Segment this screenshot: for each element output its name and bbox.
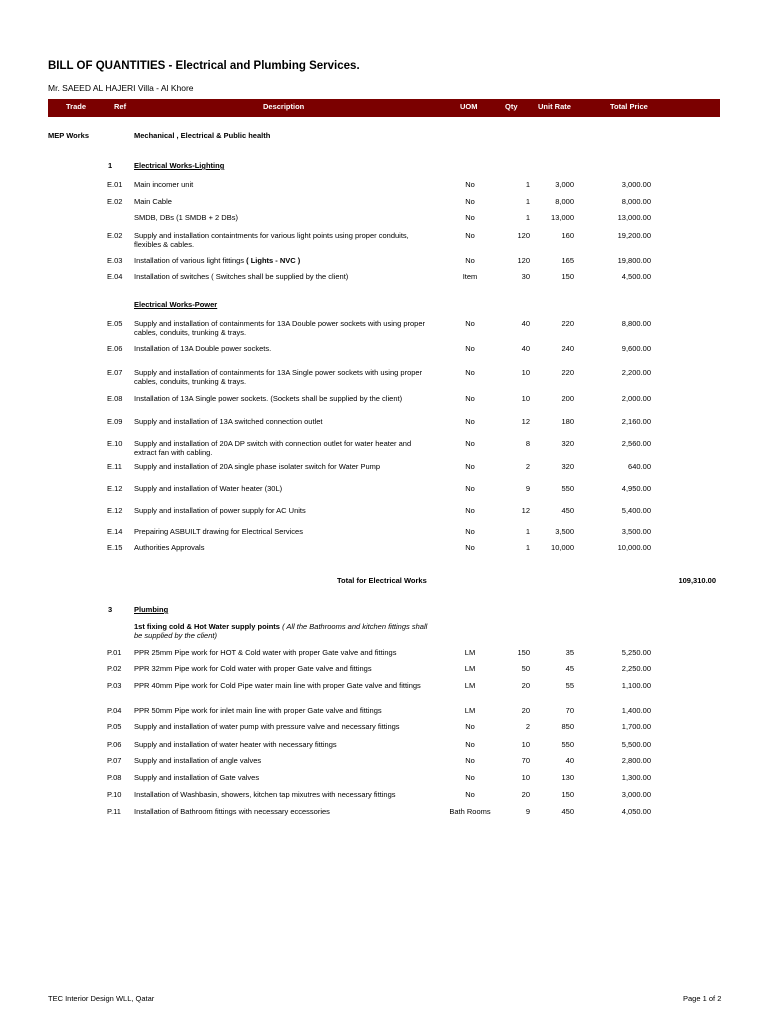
- row-ref: P.07: [107, 756, 122, 765]
- row-qty: 1: [525, 543, 530, 552]
- row-ref: E.02: [107, 197, 123, 206]
- row-unit-rate: 850: [561, 722, 574, 731]
- row-unit-rate: 220: [561, 319, 574, 328]
- row-ref: E.14: [107, 527, 123, 536]
- row-unit-rate: 320: [561, 462, 574, 471]
- row-uom: No: [465, 740, 475, 749]
- row-unit-rate: 3,000: [555, 180, 574, 189]
- row-uom: No: [465, 197, 475, 206]
- table-header: [48, 99, 720, 117]
- row-total-price: 1,400.00: [621, 706, 651, 715]
- row-uom: No: [465, 543, 475, 552]
- row-total-price: 5,400.00: [621, 506, 651, 515]
- row-total-price: 13,000.00: [617, 213, 651, 222]
- row-unit-rate: 550: [561, 740, 574, 749]
- row-ref: E.12: [107, 506, 123, 515]
- row-qty: 30: [521, 272, 530, 281]
- row-uom: No: [465, 256, 475, 265]
- row-unit-rate: 13,000: [551, 213, 574, 222]
- row-description: Supply and installation of containments for 13A Single power sockets with using proper cables, conduits, trunking & trays.: [134, 368, 423, 386]
- row-uom: No: [465, 344, 475, 353]
- row-total-price: 1,100.00: [621, 681, 651, 690]
- row-description: PPR 50mm Pipe work for inlet main line with proper Gate valve and fittings: [134, 706, 382, 715]
- row-uom: Item: [462, 272, 478, 281]
- row-total-price: 4,500.00: [621, 272, 651, 281]
- subtitle-bold: 1st fixing cold & Hot Water supply points: [134, 622, 280, 631]
- row-unit-rate: 35: [565, 648, 574, 657]
- row-total-price: 8,800.00: [621, 319, 651, 328]
- row-description: Supply and installation containtments for various light points using proper conduits, flexibles & cables.: [134, 231, 409, 249]
- row-total-price: 5,250.00: [621, 648, 651, 657]
- description-emphasis: ( Lights - NVC ): [244, 256, 301, 265]
- row-qty: 10: [521, 740, 530, 749]
- row-uom: No: [465, 417, 475, 426]
- section-title: Plumbing: [134, 605, 169, 614]
- row-qty: 20: [521, 790, 530, 799]
- row-ref: E.02: [107, 231, 123, 240]
- row-total-price: 5,500.00: [621, 740, 651, 749]
- row-unit-rate: 160: [561, 231, 574, 240]
- row-qty: 40: [521, 344, 530, 353]
- row-description: Installation of 13A Double power sockets.: [134, 344, 272, 353]
- row-ref: E.04: [107, 272, 123, 281]
- row-total-price: 3,000.00: [621, 180, 651, 189]
- row-ref: E.05: [107, 319, 123, 328]
- row-description: Prepairing ASBUILT drawing for Electrical Services: [134, 527, 303, 536]
- row-total-price: 2,200.00: [621, 368, 651, 377]
- row-total-price: 2,000.00: [621, 394, 651, 403]
- row-total-price: 640.00: [628, 462, 651, 471]
- section-number: 3: [108, 605, 113, 614]
- header-uom: UOM: [460, 102, 478, 111]
- row-uom: Bath Rooms: [449, 807, 491, 816]
- row-ref: P.03: [107, 681, 122, 690]
- row-ref: E.12: [107, 484, 123, 493]
- row-qty: 2: [525, 462, 530, 471]
- row-unit-rate: 200: [561, 394, 574, 403]
- row-qty: 120: [517, 231, 530, 240]
- row-unit-rate: 55: [565, 681, 574, 690]
- row-ref: P.02: [107, 664, 122, 673]
- client-name: Mr. SAEED AL HAJERI Villa - Al Khore: [48, 83, 194, 93]
- row-qty: 1: [525, 213, 530, 222]
- row-ref: P.06: [107, 740, 122, 749]
- row-unit-rate: 150: [561, 272, 574, 281]
- subtitle-note: ( All the Bathrooms and kitchen fittings shall be supplied by the client): [134, 622, 428, 640]
- row-description: Supply and installation of power supply for AC Units: [134, 506, 306, 515]
- row-uom: No: [465, 180, 475, 189]
- section-subtitle: [134, 622, 434, 640]
- row-qty: 20: [521, 681, 530, 690]
- row-description: [134, 256, 430, 265]
- row-total-price: 2,160.00: [621, 417, 651, 426]
- row-description: Supply and installation of 20A single phase isolater switch for Water Pump: [134, 462, 381, 471]
- row-ref: P.01: [107, 648, 122, 657]
- row-description: Installation of switches ( Switches shall be supplied by the client): [134, 272, 349, 281]
- row-uom: No: [465, 484, 475, 493]
- row-ref: E.07: [107, 368, 123, 377]
- total-label: Total for Electrical Works: [337, 576, 427, 585]
- row-unit-rate: 450: [561, 807, 574, 816]
- total-value: 109,310.00: [678, 576, 716, 585]
- row-unit-rate: 3,500: [555, 527, 574, 536]
- row-unit-rate: 40: [565, 756, 574, 765]
- description-text: Installation of various light fittings: [134, 256, 245, 265]
- row-qty: 9: [525, 484, 530, 493]
- row-total-price: 1,300.00: [621, 773, 651, 782]
- row-uom: No: [465, 462, 475, 471]
- row-total-price: 10,000.00: [617, 543, 651, 552]
- row-ref: E.06: [107, 344, 123, 353]
- row-unit-rate: 45: [565, 664, 574, 673]
- row-unit-rate: 165: [561, 256, 574, 265]
- row-ref: P.08: [107, 773, 122, 782]
- row-description: Supply and installation of Gate valves: [134, 773, 260, 782]
- row-uom: No: [465, 319, 475, 328]
- row-description: PPR 25mm Pipe work for HOT & Cold water with proper Gate valve and fittings: [134, 648, 397, 657]
- row-uom: No: [465, 231, 475, 240]
- row-uom: No: [465, 368, 475, 377]
- row-total-price: 2,800.00: [621, 756, 651, 765]
- row-ref: E.01: [107, 180, 123, 189]
- header-description: Description: [263, 102, 305, 111]
- header-trade: Trade: [66, 102, 87, 111]
- row-total-price: 4,050.00: [621, 807, 651, 816]
- row-total-price: 19,800.00: [617, 256, 651, 265]
- row-ref: P.10: [107, 790, 122, 799]
- row-ref: P.11: [107, 807, 121, 816]
- row-qty: 10: [521, 368, 530, 377]
- row-description: Supply and installation of 20A DP switch with connection outlet for water heater and extract fan with cabling.: [134, 439, 412, 457]
- row-uom: No: [465, 527, 475, 536]
- row-description: Installation of Bathroom fittings with necessary eccessories: [134, 807, 330, 816]
- row-unit-rate: 320: [561, 439, 574, 448]
- row-unit-rate: 10,000: [551, 543, 574, 552]
- row-qty: 9: [525, 807, 530, 816]
- header-qty: Qty: [505, 102, 518, 111]
- row-ref: E.03: [107, 256, 123, 265]
- row-uom: No: [465, 722, 475, 731]
- row-uom: No: [465, 439, 475, 448]
- row-description: Installation of 13A Single power sockets. (Sockets shall be supplied by the client): [134, 394, 403, 403]
- row-description: Supply and installation of containments for 13A Double power sockets with using proper cables, conduits, trunking & trays.: [134, 319, 426, 337]
- header-ref: Ref: [114, 102, 127, 111]
- row-uom: No: [465, 790, 475, 799]
- row-ref: E.08: [107, 394, 123, 403]
- header-unit-rate: Unit Rate: [538, 102, 571, 111]
- row-qty: 12: [521, 506, 530, 515]
- row-description: Supply and installation of water pump with pressure valve and necessary fittings: [134, 722, 400, 731]
- row-qty: 20: [521, 706, 530, 715]
- row-unit-rate: 150: [561, 790, 574, 799]
- row-total-price: 19,200.00: [617, 231, 651, 240]
- row-ref: E.10: [107, 439, 123, 448]
- row-description: PPR 32mm Pipe work for Cold water with proper Gate valve and fittings: [134, 664, 372, 673]
- footer-company: TEC Interior Design WLL, Qatar: [48, 994, 155, 1003]
- row-unit-rate: 8,000: [555, 197, 574, 206]
- row-qty: 12: [521, 417, 530, 426]
- document-title: BILL OF QUANTITIES - Electrical and Plumbing Services.: [48, 60, 360, 72]
- row-qty: 1: [525, 527, 530, 536]
- row-total-price: 8,000.00: [621, 197, 651, 206]
- section-title: Electrical Works-Lighting: [134, 161, 225, 170]
- row-total-price: 4,950.00: [621, 484, 651, 493]
- section-number: 1: [108, 161, 113, 170]
- row-uom: LM: [464, 681, 476, 690]
- row-ref: E.15: [107, 543, 123, 552]
- row-qty: 1: [525, 197, 530, 206]
- row-unit-rate: 450: [561, 506, 574, 515]
- row-description: Supply and installation of water heater with necessary fittings: [134, 740, 337, 749]
- row-uom: LM: [464, 664, 476, 673]
- row-uom: No: [465, 394, 475, 403]
- row-description: Supply and installation of angle valves: [134, 756, 262, 765]
- section-title: Electrical Works-Power: [134, 300, 218, 309]
- row-uom: No: [465, 773, 475, 782]
- row-uom: No: [465, 506, 475, 515]
- row-unit-rate: 240: [561, 344, 574, 353]
- row-description: PPR 40mm Pipe work for Cold Pipe water main line with proper Gate valve and fittings: [134, 681, 421, 690]
- row-description: Installation of Washbasin, showers, kitchen tap mixutres with necessary fittings: [134, 790, 396, 799]
- row-description: Authorities Approvals: [134, 543, 205, 552]
- row-description: Main incomer unit: [134, 180, 194, 189]
- row-qty: 150: [517, 648, 530, 657]
- header-total-price: Total Price: [610, 102, 648, 111]
- row-unit-rate: 180: [561, 417, 574, 426]
- row-total-price: 1,700.00: [621, 722, 651, 731]
- trade-name: MEP Works: [48, 131, 89, 140]
- row-total-price: 2,560.00: [621, 439, 651, 448]
- row-uom: LM: [464, 706, 476, 715]
- row-total-price: 3,500.00: [621, 527, 651, 536]
- row-qty: 50: [521, 664, 530, 673]
- row-uom: No: [465, 756, 475, 765]
- row-qty: 70: [521, 756, 530, 765]
- footer-page-number: Page 1 of 2: [683, 994, 722, 1003]
- row-qty: 120: [517, 256, 530, 265]
- row-qty: 2: [525, 722, 530, 731]
- row-ref: P.05: [107, 722, 122, 731]
- row-ref: P.04: [107, 706, 122, 715]
- row-total-price: 3,000.00: [621, 790, 651, 799]
- row-qty: 10: [521, 394, 530, 403]
- row-ref: E.09: [107, 417, 123, 426]
- row-description: Supply and installation of Water heater (30L): [134, 484, 283, 493]
- row-uom: LM: [464, 648, 476, 657]
- row-unit-rate: 70: [565, 706, 574, 715]
- row-unit-rate: 130: [561, 773, 574, 782]
- row-ref: E.11: [107, 462, 122, 471]
- row-total-price: 2,250.00: [621, 664, 651, 673]
- row-qty: 8: [525, 439, 530, 448]
- row-description: SMDB, DBs (1 SMDB + 2 DBs): [134, 213, 238, 222]
- row-uom: No: [465, 213, 475, 222]
- row-qty: 40: [521, 319, 530, 328]
- row-description: Main Cable: [134, 197, 172, 206]
- row-qty: 1: [525, 180, 530, 189]
- row-unit-rate: 220: [561, 368, 574, 377]
- trade-description: Mechanical , Electrical & Public health: [134, 131, 271, 140]
- row-total-price: 9,600.00: [621, 344, 651, 353]
- row-description: Supply and installation of 13A switched connection outlet: [134, 417, 323, 426]
- row-qty: 10: [521, 773, 530, 782]
- row-unit-rate: 550: [561, 484, 574, 493]
